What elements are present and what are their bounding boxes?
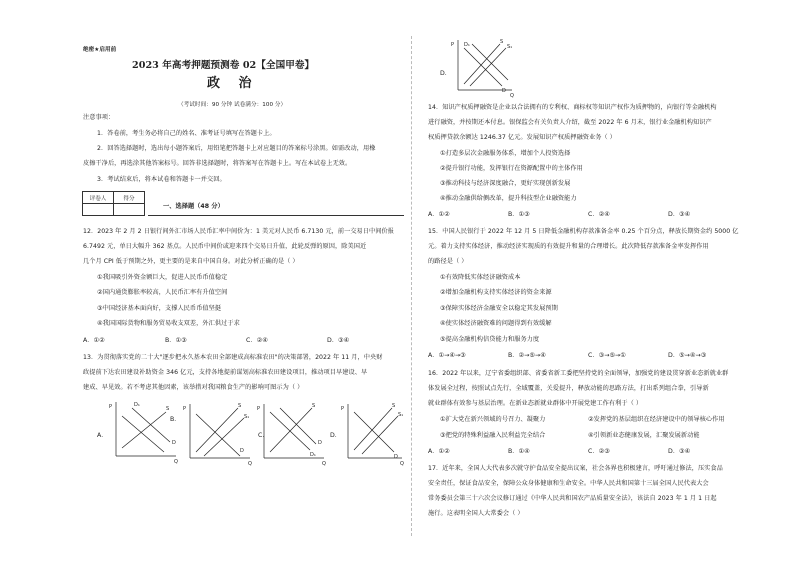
svg-text:P: P bbox=[341, 406, 345, 412]
svg-text:D: D bbox=[240, 448, 244, 454]
q14-answer-b: B．①③ bbox=[508, 211, 530, 218]
q13-graph-d bbox=[340, 400, 406, 466]
q17-line: 17．近年来，全国人大代表多次就守护食品安全提出议案，社会各界也积极建言，呼吁通过修法，压实食品 bbox=[428, 465, 723, 472]
svg-text:D: D bbox=[394, 454, 398, 460]
svg-text:P: P bbox=[183, 406, 187, 412]
q15-answer-b: B．②→⑤→④ bbox=[508, 352, 546, 359]
right-column bbox=[412, 0, 794, 562]
q15-answer-d: D．⑤→④→③ bbox=[668, 352, 707, 359]
q15-option: ②增加金融机构支持实体经济的资金来源 bbox=[440, 289, 552, 296]
q13-line: 13．为贯彻落实党的二十大"逐步把永久基本农田全部建成高标准农田"的决策部署，2022 年 11 月，中央财 bbox=[83, 354, 383, 361]
svg-text:Q: Q bbox=[400, 461, 404, 467]
notes-heading: 注意事项： bbox=[83, 114, 115, 121]
q14-option: ④推动金融供给侧改革，提升科技型企业融资能力 bbox=[440, 195, 577, 202]
q16-line: 就业群体有效参与基层治理。在新业态新就业群体中开展党建工作有利于（ ） bbox=[428, 400, 643, 407]
q14-line: 14．知识产权质押融资是企业以合法拥有的专利权、商标权等知识产权作为质押物的，向银行等金融机构 bbox=[428, 104, 717, 111]
q16-option: ④引领新业态健康发展，汇聚发展新动能 bbox=[588, 432, 700, 439]
q16-line: 16．2022 年以来，辽宁省委组织部、省委省新工委把坚持党的全面领导，加强党的建设贯穿新业态新就业群 bbox=[428, 370, 729, 377]
q12-option: ②国内通货膨胀率较高，人民币汇率有升值空间 bbox=[97, 289, 228, 296]
q15-option: ⑤提高金融机构信贷能力和服务力度 bbox=[440, 336, 540, 343]
q16-answer-d: D．③④ bbox=[668, 448, 691, 455]
svg-text:S: S bbox=[392, 403, 396, 409]
note-item: 1．答卷前，考生务必将自己的姓名、准考证号填写在答题卡上。 bbox=[97, 130, 276, 137]
q15-line: 15．中国人民银行于 2022 年 12 月 5 日降低金融机构存款准备金率 0.25 个百分点，释放长期资金约 5000 亿 bbox=[428, 228, 739, 235]
q13-line: 政提前下达农田建设补助资金 346 亿元，支持各地提前谋划高标准农田建设项目，推动项目早建设、早 bbox=[83, 369, 368, 376]
q14-answer-c: C．②④ bbox=[588, 211, 610, 218]
score-blank bbox=[114, 204, 145, 216]
reviewer-blank bbox=[83, 204, 114, 216]
svg-text:D₁: D₁ bbox=[310, 452, 316, 458]
q16-option: ③把党的特殊利益融入民利益完全结合 bbox=[440, 432, 546, 439]
q12-option: ④我国国际货物和服务贸易收支双差，外汇供过于求 bbox=[97, 320, 240, 327]
top-graph-label: D． bbox=[440, 70, 451, 77]
svg-text:S₁: S₁ bbox=[398, 412, 404, 418]
svg-text:S₁: S₁ bbox=[507, 44, 513, 50]
svg-text:D: D bbox=[318, 440, 322, 446]
q14-line: 权质押贷款余额达 1246.37 亿元。发展知识产权质押融资业务（ ） bbox=[428, 134, 616, 141]
q13-graph-a bbox=[108, 398, 180, 464]
svg-text:S: S bbox=[500, 39, 504, 45]
svg-text:D₁: D₁ bbox=[134, 402, 140, 408]
q13-graph-d-label: D． bbox=[330, 432, 341, 439]
q15-option: ④使实体经济融资难的问题得到有效缓解 bbox=[440, 320, 552, 327]
q16-option: ②发挥党的基层组织在经济建设中的领导核心作用 bbox=[588, 416, 725, 423]
subject-title: 政 治 bbox=[207, 76, 259, 91]
svg-text:D₁: D₁ bbox=[464, 42, 470, 48]
q13-line: 建成、早见效。若不考虑其他因素，该举措对我国粮食生产的影响可图示为（ ） bbox=[83, 384, 304, 391]
q15-answer-c: C．③→⑤→① bbox=[588, 352, 626, 359]
q12-line: 6.7492 元，单日大幅升 362 基点。人民币中间价或迎来四个交易日升值，此轮反弹的原因，除美国近 bbox=[83, 243, 367, 250]
svg-text:P: P bbox=[451, 42, 455, 48]
q17-line: 常务委员会第三十六次会议修订通过《中华人民共和国农产品质量安全法》，该法自 2023 年 1 月 1 日起 bbox=[428, 495, 717, 502]
svg-text:S: S bbox=[166, 406, 170, 412]
q12-line: 几个月 CPI 低于预期之外，更主要的是来自中国自身。对此分析正确的是（ ） bbox=[83, 258, 299, 265]
q14-option: ③推动科技与经济深度融合，更好实现创新发展 bbox=[440, 180, 571, 187]
svg-text:P: P bbox=[257, 406, 261, 412]
q12-answer-a: A．①② bbox=[83, 337, 105, 344]
q16-answer-b: B．①④ bbox=[508, 448, 530, 455]
q15-option: ①有效降低实体经济融资成本 bbox=[440, 274, 521, 281]
q15-option: ③保障实体经济金融安全以稳定其发展预期 bbox=[440, 305, 558, 312]
q12-option: ①我国吸引外资金额巨大，促进人民币币值稳定 bbox=[97, 274, 228, 281]
q17-line: 施行。这表明全国人大常委会（ ） bbox=[428, 510, 524, 517]
exam-info: （考试时间：90 分钟 试卷满分：100 分） bbox=[178, 102, 287, 108]
q12-answer-b: B．①③ bbox=[165, 337, 187, 344]
reviewer-cell: 评卷人 bbox=[83, 192, 114, 204]
svg-text:S: S bbox=[312, 403, 316, 409]
q13-graph-a-label: A． bbox=[97, 432, 108, 439]
score-cell: 得分 bbox=[114, 192, 145, 204]
q13-graph-c-label: C． bbox=[258, 432, 269, 439]
q15-line: 的路径是（ ） bbox=[428, 258, 468, 265]
q13-graph-b-label: B． bbox=[170, 416, 181, 423]
axis-q: Q bbox=[174, 459, 178, 465]
exam-title: 2023 年高考押题预测卷 02【全国甲卷】 bbox=[132, 60, 315, 71]
note-item: 皮擦干净后，再选涂其他答案标号。回答非选择题时，将答案写在答题卡上。写在本试卷上无效。 bbox=[83, 160, 352, 167]
score-table bbox=[82, 191, 145, 216]
q14-option: ①打造多层次金融服务体系，增加个人投资选择 bbox=[440, 150, 571, 157]
svg-text:D: D bbox=[172, 440, 176, 446]
svg-text:Q: Q bbox=[322, 461, 326, 467]
q16-answer-a: A．①② bbox=[428, 448, 450, 455]
q14-line: 进行融资，并按期还本付息。银保监会有关负责人介绍，截至 2022 年 6 月末，银行业金融机构知识产 bbox=[428, 119, 712, 126]
q16-option: ①扩大党在新兴领域的号召力、凝聚力 bbox=[440, 416, 546, 423]
section-title: 一、选择题（48 分） bbox=[163, 203, 224, 210]
svg-text:S₁: S₁ bbox=[244, 414, 250, 420]
q14-answer-d: D．③④ bbox=[668, 211, 691, 218]
q16-line: 体发展全过程，按照试点先行，全域覆盖，关爱提升，释放动能的思路方法，打出系列组合拳，引导新 bbox=[428, 385, 709, 392]
q12-option: ③中国经济基本面向好，支撑人民币币值坚挺 bbox=[97, 305, 222, 312]
svg-text:D: D bbox=[502, 88, 506, 94]
q17-line: 安全责任，保证食品安全，保障公众身体健康和生命安全。中华人民共和国第十三届全国人民代表大会 bbox=[428, 480, 709, 487]
q16-answer-c: C．②③ bbox=[588, 448, 610, 455]
top-graph bbox=[450, 36, 516, 98]
svg-text:Q: Q bbox=[510, 93, 514, 99]
svg-text:S: S bbox=[238, 403, 242, 409]
note-item: 2．回答选择题时，选出每小题答案后，用铅笔把答题卡上对应题目的答案标号涂黑。如需改动，用橡 bbox=[97, 145, 376, 152]
svg-text:Q: Q bbox=[248, 461, 252, 467]
q15-line: 元。着力支持实体经济，推动经济实现质的有效提升和量的合理增长。此次降低存款准备金率发挥作用 bbox=[428, 243, 709, 250]
q12-line: 12．2023 年 2 月 2 日银行间外汇市场人民币汇率中间价为：1 美元对人民币 6.7130 元，前一交易日中间价报 bbox=[83, 228, 394, 235]
q15-answer-a: A．①→④→③ bbox=[428, 352, 466, 359]
section-rule bbox=[148, 215, 404, 216]
secret-label: 绝密★启用前 bbox=[83, 47, 117, 53]
note-item: 3．考试结束后，将本试卷和答题卡一并交回。 bbox=[97, 176, 226, 183]
axis-p: P bbox=[109, 404, 113, 410]
q12-answer-d: D．③④ bbox=[327, 337, 350, 344]
q12-answer-c: C．②④ bbox=[246, 337, 268, 344]
q14-option: ②提升银行功能，发挥银行在资源配置中的主体作用 bbox=[440, 165, 583, 172]
q13-graph-b bbox=[182, 400, 254, 466]
q14-answer-a: A．①② bbox=[428, 211, 450, 218]
